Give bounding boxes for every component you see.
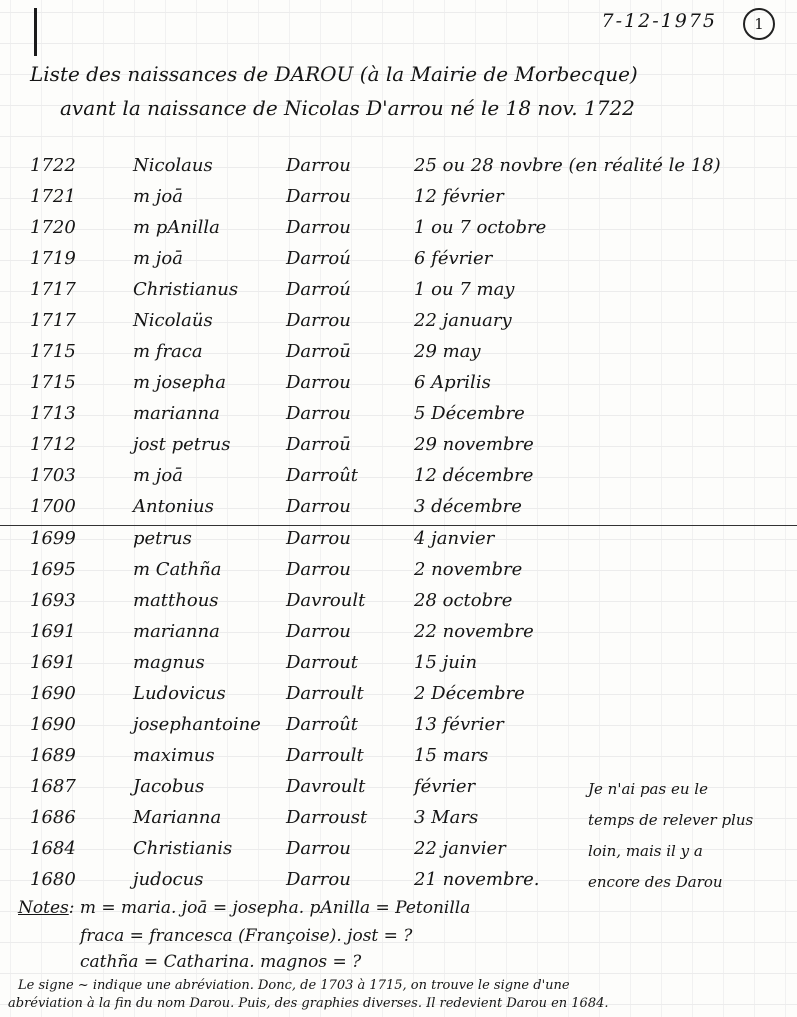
record-last-name: Darroust [286,807,368,828]
record-last-name: Darrou [286,496,351,517]
record-last-name: Darroū [286,434,351,455]
record-first-name: m Cathña [133,559,222,580]
record-year: 1686 [30,807,76,828]
record-first-name: josephantoine [133,714,261,735]
record-last-name: Darrou [286,186,351,207]
record-year: 1689 [30,745,76,766]
record-last-name: Darroût [286,465,359,486]
record-row [0,432,797,463]
record-row [0,401,797,432]
record-last-name: Darroú [286,248,351,269]
record-first-name: m joā [133,465,183,486]
notes-line-1-text: : m = maria. joā = josepha. pAnilla = Petonilla [68,898,471,918]
record-row [0,588,797,619]
record-first-name: Antonius [133,496,214,517]
record-date: 13 février [414,714,504,735]
record-first-name: Nicolaüs [133,310,213,331]
record-row [0,805,797,836]
record-row [0,681,797,712]
side-note-line: Je n'ai pas eu le [588,780,708,798]
birth-records-list [0,153,797,898]
record-row [0,184,797,215]
record-last-name: Darrou [286,155,351,176]
record-year: 1693 [30,590,76,611]
notes-line-1 [18,898,470,918]
record-first-name: Christianis [133,838,233,859]
record-first-name: m fraca [133,341,203,362]
record-row [0,712,797,743]
record-year: 1719 [30,248,76,269]
record-year: 1717 [30,279,76,300]
record-row [0,743,797,774]
record-year: 1715 [30,372,76,393]
record-first-name: Nicolaus [133,155,213,176]
record-first-name: m joā [133,186,183,207]
record-year: 1695 [30,559,76,580]
record-first-name: matthous [133,590,219,611]
record-first-name: magnus [133,652,205,673]
record-row [0,774,797,805]
record-last-name: Darrou [286,528,351,549]
title-line-1: Liste des naissances de DAROU (à la Mairie de Morbecque) [30,62,638,86]
record-year: 1721 [30,186,76,207]
title-line-2: avant la naissance de Nicolas D'arrou né le 18 nov. 1722 [60,96,635,120]
record-date: 29 may [414,341,481,362]
record-year: 1690 [30,714,76,735]
record-date: 3 décembre [414,496,522,517]
record-first-name: m pAnilla [133,217,220,238]
record-year: 1691 [30,652,76,673]
record-first-name: petrus [133,528,192,549]
record-last-name: Darrou [286,869,351,890]
record-last-name: Darroú [286,279,351,300]
notes-line-4: Le signe ~ indique une abréviation. Donc, de 1703 à 1715, on trouve le signe d'une [18,978,570,993]
record-year: 1717 [30,310,76,331]
record-date: 1 ou 7 octobre [414,217,547,238]
record-row [0,867,797,898]
record-date: 6 février [414,248,493,269]
record-last-name: Darroult [286,683,364,704]
record-date: 12 décembre [414,465,534,486]
record-date: 21 novembre. [414,869,540,890]
page-number-badge: 1 [743,8,775,40]
record-date: 28 octobre [414,590,513,611]
record-last-name: Darrou [286,403,351,424]
record-date: 22 january [414,310,512,331]
record-date: février [414,776,476,797]
record-first-name: Marianna [133,807,222,828]
record-date: 29 novembre [414,434,534,455]
record-year: 1720 [30,217,76,238]
notes-line-3: cathña = Catharina. magnos = ? [80,952,362,972]
record-date: 2 novembre [414,559,523,580]
side-note-line: temps de relever plus [588,811,754,829]
record-row [0,526,797,557]
record-year: 1687 [30,776,76,797]
notes-label: Notes [18,898,69,918]
record-last-name: Davroult [286,590,366,611]
record-row [0,277,797,308]
record-date: 15 juin [414,652,478,673]
record-date: 15 mars [414,745,489,766]
record-row [0,619,797,650]
record-row [0,370,797,401]
record-last-name: Darrou [286,838,351,859]
record-last-name: Darrou [286,372,351,393]
record-first-name: jost petrus [133,434,231,455]
margin-mark [34,8,37,56]
record-row [0,836,797,867]
record-date: 6 Aprilis [414,372,491,393]
record-last-name: Darrou [286,310,351,331]
record-last-name: Darrou [286,217,351,238]
side-note-line: encore des Darou [588,873,723,891]
record-year: 1680 [30,869,76,890]
record-date: 25 ou 28 novbre (en réalité le 18) [414,155,721,176]
record-date: 5 Décembre [414,403,525,424]
record-date: 2 Décembre [414,683,525,704]
record-year: 1715 [30,341,76,362]
record-row [0,153,797,184]
record-row [0,650,797,681]
record-date: 22 janvier [414,838,506,859]
record-year: 1699 [30,528,76,549]
record-row [0,215,797,246]
record-last-name: Davroult [286,776,366,797]
record-first-name: Christianus [133,279,239,300]
record-date: 22 novembre [414,621,534,642]
record-year: 1691 [30,621,76,642]
record-year: 1712 [30,434,76,455]
notes-line-5: abréviation à la fin du nom Darou. Puis, des graphies diverses. Il redevient Darou en 1684. [8,996,609,1011]
record-row [0,557,797,588]
record-first-name: m joā [133,248,183,269]
record-row [0,246,797,277]
record-year: 1703 [30,465,76,486]
record-date: 3 Mars [414,807,479,828]
record-last-name: Darroū [286,341,351,362]
record-row [0,494,797,526]
record-first-name: Ludovicus [133,683,226,704]
record-first-name: marianna [133,403,220,424]
record-last-name: Darrou [286,559,351,580]
record-last-name: Darrou [286,621,351,642]
record-row [0,463,797,494]
record-first-name: marianna [133,621,220,642]
record-last-name: Darroult [286,745,364,766]
record-first-name: maximus [133,745,215,766]
record-year: 1722 [30,155,76,176]
side-note-line: loin, mais il y a [588,842,703,860]
record-last-name: Darrout [286,652,359,673]
record-year: 1713 [30,403,76,424]
record-row [0,308,797,339]
record-date: 4 janvier [414,528,495,549]
record-last-name: Darroût [286,714,359,735]
document-date: 7-12-1975 [601,10,717,32]
record-first-name: judocus [133,869,204,890]
record-year: 1690 [30,683,76,704]
notes-line-2: fraca = francesca (Françoise). jost = ? [80,926,413,946]
record-date: 12 février [414,186,504,207]
record-first-name: Jacobus [133,776,205,797]
record-row [0,339,797,370]
record-year: 1684 [30,838,76,859]
record-year: 1700 [30,496,76,517]
record-first-name: m josepha [133,372,226,393]
record-date: 1 ou 7 may [414,279,515,300]
